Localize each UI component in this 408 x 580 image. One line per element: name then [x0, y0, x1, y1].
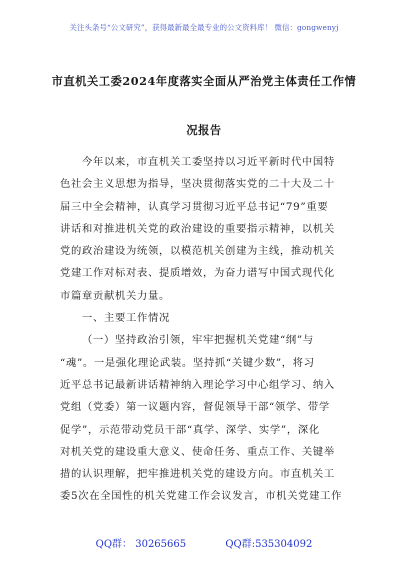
body-line: 今年以来，市直机关工委坚持以习近平新时代中国特: [82, 156, 335, 168]
qq-group-2: QQ群:535304092: [225, 539, 313, 550]
document-title-line-2: 况报告: [186, 123, 222, 137]
document-title-line-1: 市直机关工委2024年度落实全面从严治党主体责任工作情: [51, 74, 357, 88]
body-line: 市篇章贡献机关力量。: [60, 289, 170, 302]
body-line: 对机关党的建设重大意义、使命任务、重点工作、关键举: [60, 445, 335, 458]
body-line: 党的政治建设为统领，以模范机关创建为主线，推动机关: [60, 245, 335, 258]
section-heading: 一、主要工作情况: [82, 312, 170, 325]
body-line: 促学”，示范带动党员干部“真学、深学、实学”，深化: [60, 423, 320, 436]
body-line: 委5次在全国性的机关党建工作会议发言，市机关党建工作: [60, 490, 343, 503]
body-line: 党组（党委）第一议题内容，督促领导干部“领学、带学: [60, 401, 330, 414]
body-line: 党建工作对标对表、提质增效，为奋力谱写中国式现代化: [60, 267, 335, 280]
footer-contacts: [0, 535, 408, 550]
body-line: 讲话和对推进机关党的政治建设的重要指示精神，以机关: [60, 222, 335, 235]
header-banner: 关注头条号“公文研究”，获得最新最全最专业的公文资料库！ 微信：gongwenyj: [69, 23, 339, 32]
body-line: 色社会主义思想为指导，坚决贯彻落实党的二十大及二十: [60, 178, 335, 191]
subsection-heading: （一）坚持政治引领，牢牢把握机关党建“纲”与: [82, 334, 314, 347]
body-line: “魂”。一是强化理论武装。坚持抓“关键少数”，将习: [60, 356, 315, 369]
body-line: 届三中全会精神，认真学习贯彻习近平总书记“79”重要: [60, 200, 329, 213]
qq-group-1: QQ群： 30265665: [95, 539, 187, 550]
body-line: 近平总书记最新讲话精神纳入理论学习中心组学习、纳入: [60, 378, 335, 391]
body-line: 措的认识理解，把牢推进机关党的建设方向。市直机关工: [60, 468, 335, 481]
document-body: [60, 151, 358, 508]
